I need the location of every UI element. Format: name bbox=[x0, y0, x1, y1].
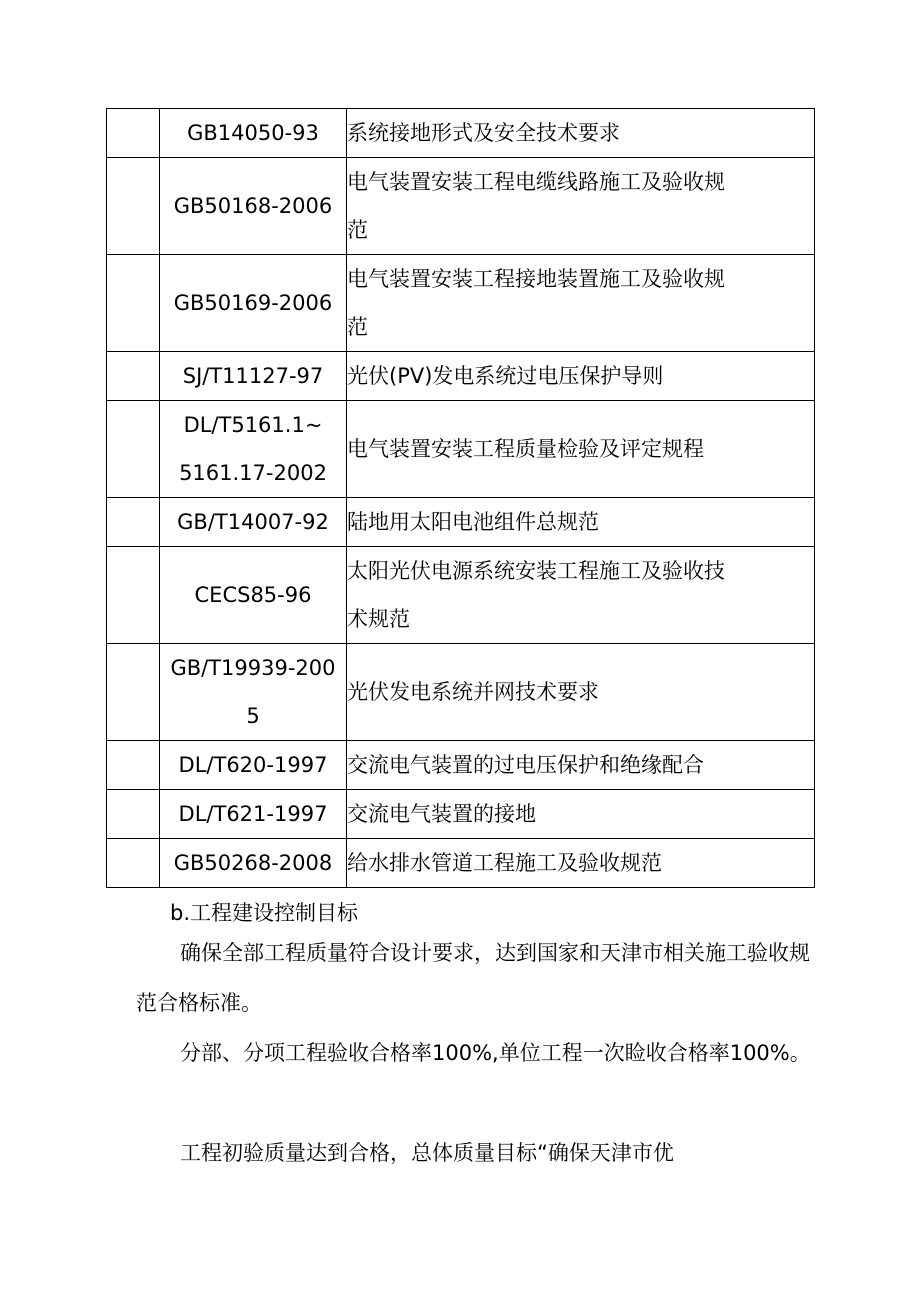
row-index-cell bbox=[107, 839, 160, 888]
row-index-cell bbox=[107, 498, 160, 547]
standard-name: 术规范 bbox=[347, 607, 410, 631]
table-row bbox=[107, 352, 815, 401]
table-row bbox=[107, 790, 815, 839]
standard-name: 电气装置安装工程电缆线路施工及验收规 bbox=[347, 170, 725, 194]
table-row bbox=[107, 547, 815, 644]
paragraph-quality-requirement: 确保全部工程质量符合设计要求，达到国家和天津市相关施工验收规范合格标准。 bbox=[136, 941, 810, 1015]
paragraph-acceptance-rate: 分部、分项工程验收合格率100%,单位工程一次睑收合格率100%。 bbox=[180, 1041, 811, 1065]
standard-code: DL/T621-1997 bbox=[178, 802, 328, 826]
standard-code: GB50268-2008 bbox=[173, 851, 333, 875]
standard-name-cell bbox=[347, 790, 815, 839]
paragraph-quality-target: 工程初验质量达到合格，总体质量目标“确保天津市优 bbox=[180, 1141, 674, 1165]
standards-table-body bbox=[107, 109, 815, 888]
table-row bbox=[107, 109, 815, 158]
standard-code-cell bbox=[160, 741, 347, 790]
standard-code: GB14050-93 bbox=[187, 121, 319, 145]
standard-name: 光伏(PV)发电系统过电压保护导则 bbox=[347, 364, 664, 388]
standard-code: 5161.17-2002 bbox=[179, 461, 327, 485]
row-index-cell bbox=[107, 158, 160, 255]
row-index-cell bbox=[107, 790, 160, 839]
standard-name-cell bbox=[347, 839, 815, 888]
row-index-cell bbox=[107, 352, 160, 401]
table-row bbox=[107, 498, 815, 547]
standard-name: 给水排水管道工程施工及验收规范 bbox=[347, 851, 662, 875]
standard-code-cell bbox=[160, 644, 347, 741]
standard-name-cell bbox=[347, 158, 815, 255]
standard-name: 范 bbox=[347, 218, 368, 242]
standard-name-cell bbox=[347, 547, 815, 644]
standard-name-cell bbox=[347, 741, 815, 790]
standard-name: 交流电气装置的过电压保护和绝缘配合 bbox=[347, 753, 704, 777]
section-heading: b.工程建设控制目标 bbox=[170, 901, 359, 925]
table-row bbox=[107, 158, 815, 255]
standard-name: 光伏发电系统并网技术要求 bbox=[347, 680, 599, 704]
standard-code: SJ/T11127-97 bbox=[182, 364, 324, 388]
standard-name-cell bbox=[347, 255, 815, 352]
standards-table bbox=[106, 108, 815, 888]
standard-name: 太阳光伏电源系统安装工程施工及验收技 bbox=[347, 559, 725, 583]
row-index-cell bbox=[107, 741, 160, 790]
standard-name: 系统接地形式及安全技术要求 bbox=[347, 121, 620, 145]
standard-code-cell bbox=[160, 255, 347, 352]
standard-code-cell bbox=[160, 401, 347, 498]
standard-code-cell bbox=[160, 547, 347, 644]
standard-code-cell bbox=[160, 790, 347, 839]
standard-code: 5 bbox=[246, 704, 260, 728]
standard-code-cell bbox=[160, 158, 347, 255]
standard-code: GB/T14007-92 bbox=[177, 510, 329, 534]
standard-code: GB50169-2006 bbox=[173, 291, 333, 315]
standard-name-cell bbox=[347, 401, 815, 498]
standard-name: 陆地用太阳电池组件总规范 bbox=[347, 510, 599, 534]
standard-name-cell bbox=[347, 498, 815, 547]
standard-name-cell bbox=[347, 109, 815, 158]
standard-code-cell bbox=[160, 352, 347, 401]
row-index-cell bbox=[107, 401, 160, 498]
standard-name-cell bbox=[347, 644, 815, 741]
row-index-cell bbox=[107, 547, 160, 644]
standard-code: CECS85-96 bbox=[194, 583, 312, 607]
standard-code: DL/T620-1997 bbox=[178, 753, 328, 777]
standard-name: 交流电气装置的接地 bbox=[347, 802, 536, 826]
table-row bbox=[107, 401, 815, 498]
row-index-cell bbox=[107, 255, 160, 352]
table-row bbox=[107, 644, 815, 741]
table-row bbox=[107, 255, 815, 352]
standard-name: 电气装置安装工程质量检验及评定规程 bbox=[347, 437, 704, 461]
standard-code-cell bbox=[160, 839, 347, 888]
row-index-cell bbox=[107, 109, 160, 158]
standard-code: GB50168-2006 bbox=[173, 194, 333, 218]
standard-code: DL/T5161.1~ bbox=[183, 413, 323, 437]
row-index-cell bbox=[107, 644, 160, 741]
table-row bbox=[107, 741, 815, 790]
standard-code: GB/T19939-200 bbox=[170, 656, 336, 680]
standard-code-cell bbox=[160, 498, 347, 547]
standard-name-cell bbox=[347, 352, 815, 401]
table-row bbox=[107, 839, 815, 888]
standard-code-cell bbox=[160, 109, 347, 158]
standard-name: 电气装置安装工程接地装置施工及验收规 bbox=[347, 267, 725, 291]
standard-name: 范 bbox=[347, 315, 368, 339]
